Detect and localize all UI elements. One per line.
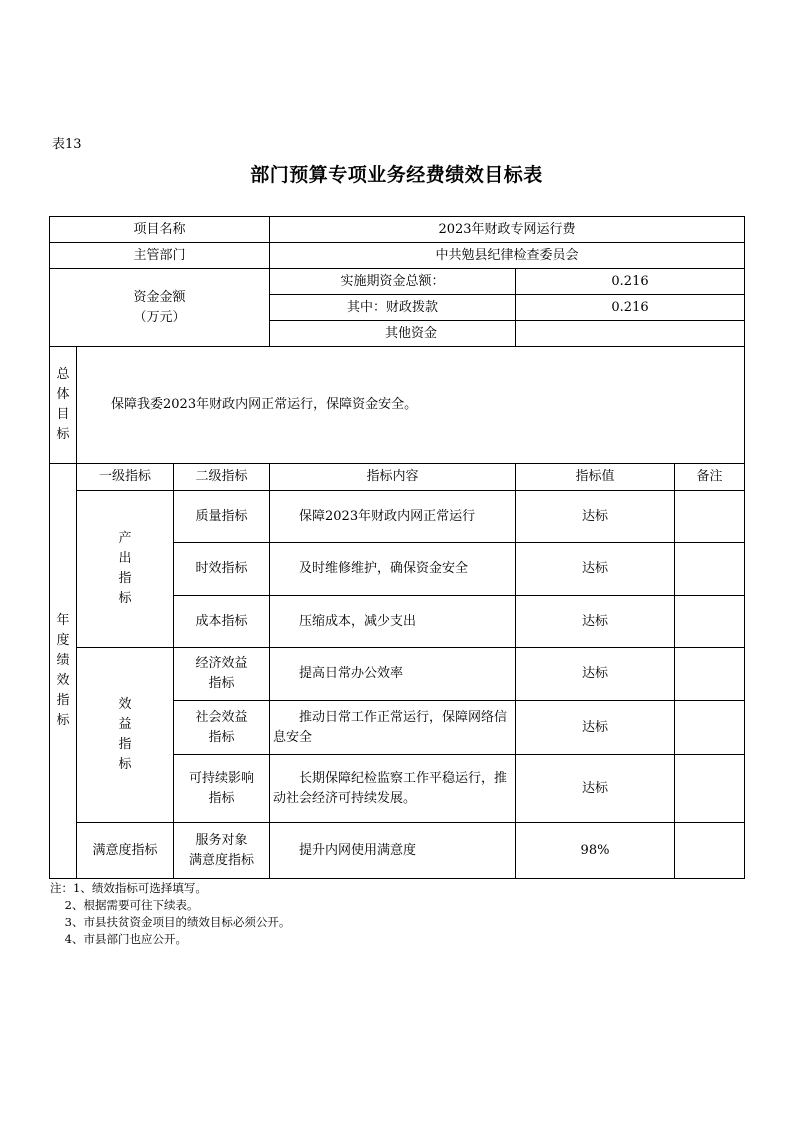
- remark-cell: [675, 596, 745, 648]
- header-remark: 备注: [675, 464, 745, 491]
- funds-label-line2: （万元）: [133, 309, 186, 325]
- performance-goal-table: [49, 216, 745, 879]
- funds-other-value: [516, 321, 745, 347]
- table-row: [50, 823, 745, 879]
- footnote-line: 3、市县扶贫资金项目的绩效目标必须公开。: [50, 915, 291, 929]
- level2-line: 服务对象: [195, 832, 248, 848]
- level2-line: 指标: [208, 790, 235, 806]
- benefit-indicator-label: [77, 648, 174, 823]
- output-indicator-label: [77, 491, 174, 648]
- table-row: [50, 491, 745, 543]
- page-title: 部门预算专项业务经费绩效目标表: [250, 164, 543, 186]
- overall-goal-label-char: 总: [56, 367, 70, 382]
- project-name-value: 2023年财政专网运行费: [270, 217, 745, 243]
- overall-goal-row: [50, 347, 745, 464]
- remark-cell: [675, 543, 745, 596]
- value-cell: 98%: [516, 823, 675, 879]
- level2-cell: 成本指标: [174, 596, 270, 648]
- funds-total-label: 实施期资金总额：: [270, 269, 516, 295]
- overall-goal-label-char: 目: [56, 407, 70, 422]
- level2-cell: [174, 755, 270, 823]
- value-cell: 达标: [516, 755, 675, 823]
- funds-label: [50, 269, 270, 347]
- value-cell: 达标: [516, 543, 675, 596]
- overall-goal-label-char: 标: [56, 427, 70, 442]
- project-name-label: 项目名称: [50, 217, 270, 243]
- benefit-label-char: 益: [118, 717, 132, 732]
- level2-cell: 质量指标: [174, 491, 270, 543]
- level2-line: 社会效益: [195, 709, 248, 725]
- annual-label-char: 标: [56, 713, 70, 728]
- content-cell: 推动日常工作正常运行，保障网络信息安全: [270, 701, 516, 755]
- indicator-header-row: [50, 464, 745, 491]
- value-cell: 达标: [516, 596, 675, 648]
- benefit-label-char: 指: [118, 737, 132, 752]
- funds-other-label: 其他资金: [270, 321, 516, 347]
- content-cell: 保障2023年财政内网正常运行: [270, 491, 516, 543]
- funds-fiscal-value: 0.216: [516, 295, 745, 321]
- level2-line: 经济效益: [195, 656, 248, 671]
- header-level1: 一级指标: [77, 464, 174, 491]
- footnote-line: 2、根据需要可往下续表。: [50, 898, 199, 912]
- table-row: [50, 648, 745, 701]
- content-cell: 长期保障纪检监察工作平稳运行，推动社会经济可持续发展。: [270, 755, 516, 823]
- footnotes: [50, 880, 290, 948]
- level2-line: 满意度指标: [188, 852, 254, 868]
- benefit-label-char: 标: [118, 757, 132, 772]
- output-label-char: 产: [118, 531, 132, 546]
- funds-total-row: [50, 269, 745, 295]
- output-label-char: 指: [118, 571, 132, 586]
- output-label-char: 标: [118, 591, 132, 606]
- department-value: 中共勉县纪律检查委员会: [270, 243, 745, 269]
- annual-label-char: 年: [56, 613, 70, 628]
- overall-goal-label: [50, 347, 77, 464]
- overall-goal-label-char: 体: [56, 387, 70, 402]
- annual-label-char: 绩: [56, 653, 70, 668]
- remark-cell: [675, 755, 745, 823]
- footnote-line: 注：1、绩效指标可选择填写。: [50, 881, 207, 895]
- annual-label-char: 度: [56, 633, 70, 648]
- annual-label-char: 指: [56, 693, 70, 708]
- header-level2: 二级指标: [174, 464, 270, 491]
- remark-cell: [675, 648, 745, 701]
- level2-line: 指标: [208, 676, 235, 691]
- content-cell: 提升内网使用满意度: [270, 823, 516, 879]
- content-cell: 及时维修维护，确保资金安全: [270, 543, 516, 596]
- remark-cell: [675, 491, 745, 543]
- value-cell: 达标: [516, 648, 675, 701]
- remark-cell: [675, 823, 745, 879]
- output-label-char: 出: [118, 551, 132, 566]
- funds-total-value: 0.216: [516, 269, 745, 295]
- level2-cell: 时效指标: [174, 543, 270, 596]
- project-name-row: [50, 217, 745, 243]
- funds-label-line1: 资金金额: [133, 289, 186, 305]
- level2-cell: [174, 823, 270, 879]
- level2-cell: [174, 648, 270, 701]
- remark-cell: [675, 701, 745, 755]
- annual-label-char: 效: [56, 673, 70, 688]
- table-number: 表13: [52, 137, 82, 152]
- content-cell: 压缩成本，减少支出: [270, 596, 516, 648]
- footnote-line: 4、市县部门也应公开。: [50, 932, 187, 946]
- level2-line: 指标: [208, 729, 235, 745]
- benefit-label-char: 效: [118, 697, 132, 712]
- value-cell: 达标: [516, 491, 675, 543]
- department-row: [50, 243, 745, 269]
- annual-indicator-label: [50, 464, 77, 879]
- overall-goal-text: 保障我委2023年财政内网正常运行，保障资金安全。: [77, 347, 745, 464]
- level2-line: 可持续影响: [188, 770, 254, 786]
- funds-fiscal-label: 其中：财政拨款: [270, 295, 516, 321]
- value-cell: 达标: [516, 701, 675, 755]
- department-label: 主管部门: [50, 243, 270, 269]
- satisfaction-indicator-label: 满意度指标: [77, 823, 174, 879]
- level2-cell: [174, 701, 270, 755]
- content-cell: 提高日常办公效率: [270, 648, 516, 701]
- header-content: 指标内容: [270, 464, 516, 491]
- header-value: 指标值: [516, 464, 675, 491]
